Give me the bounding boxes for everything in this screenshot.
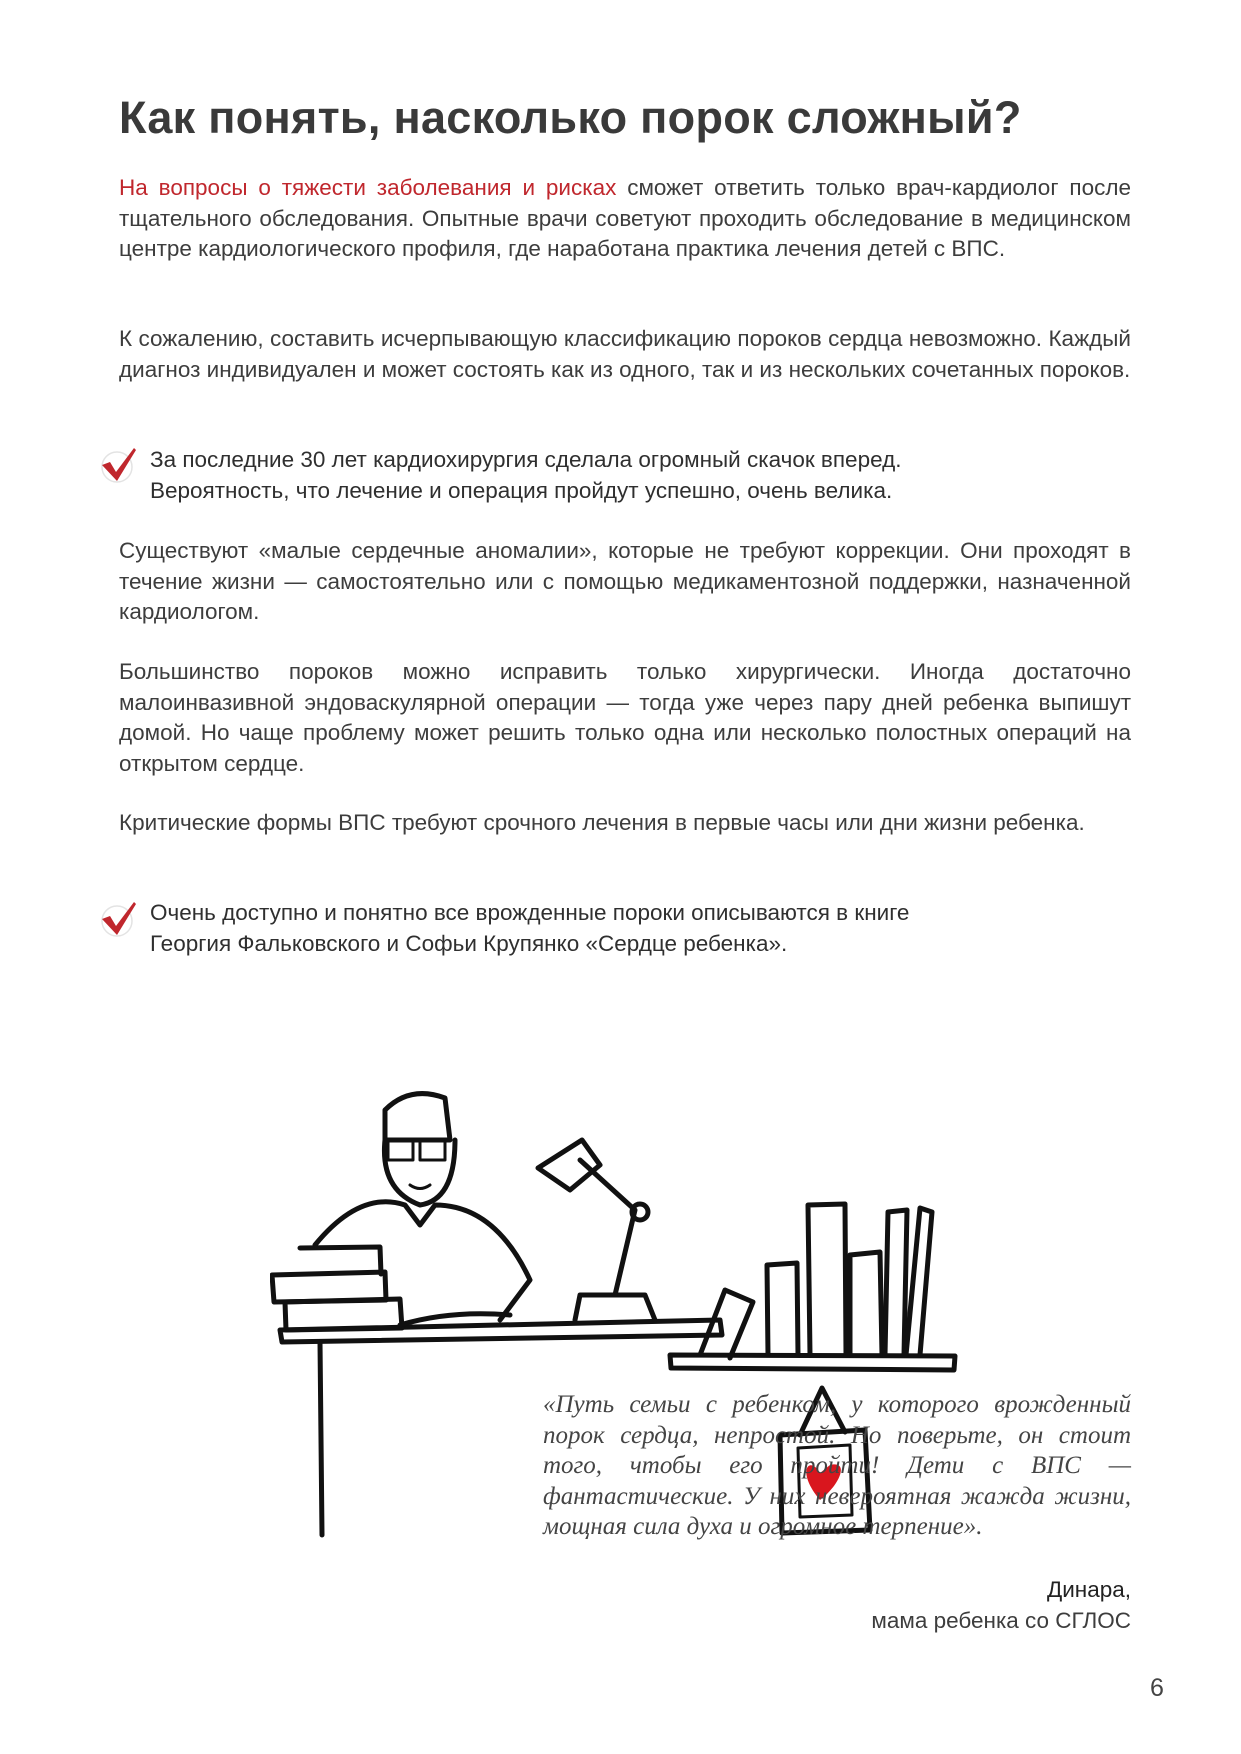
testimonial-quote: «Путь семьи с ребенком, у которого врожденный порок сердца, непростой. Но поверьте, он стоит того, чтобы его пройти! Дети с ВПС — фантастические. У них невероятная жажда жизни, мощная сила духа и огромное терпение». [543,1391,1131,1540]
paragraph-text: сможет ответить только врач-кардиолог после тщательного обследования. Опытные врачи советуют проходить обследование в медицинском центре кардиологического профиля, где наработана практика лечения детей с ВПС. [119,175,1131,261]
bullet-progress [150,445,902,506]
bullet-line: Георгия Фальковского и Софьи Крупянко «Сердце ребенка». [150,930,788,956]
author-name: Динара, [1046,1577,1131,1602]
author-description: мама ребенка со СГЛОС [871,1607,1131,1633]
highlight-text: На вопросы о тяжести заболевания и рисках [119,175,617,200]
paragraph-classification: К сожалению, составить исчерпывающую классификацию пороков сердца невозможно. Каждый диагноз индивидуален и может состоять как из одного, так и из нескольких сочетанных пороков. [119,326,1131,382]
paragraph-minor-anomalies: Существуют «малые сердечные аномалии», которые не требуют коррекции. Они проходят в течение жизни — самостоятельно или с помощью медикаментозной поддержки, назначенной кардиологом. [119,538,1131,624]
bullet-line: За последние 30 лет кардиохирургия сделала огромный скачок вперед. [150,447,902,472]
bullet-line: Вероятность, что лечение и операция пройдут успешно, очень велика. [150,477,893,503]
paragraph-specialist [119,173,1131,265]
page-title: Как понять, насколько порок сложный? [119,92,1022,143]
quote-attribution [871,1575,1131,1636]
paragraph-surgery: Большинство пороков можно исправить только хирургически. Иногда достаточно малоинвазивной эндоваскулярной операции — тогда уже через пару дней ребенка выпишут домой. Но чаще проблему может решить только одна или несколько полостных операций на открытом сердце. [119,659,1131,776]
page-number: 6 [1150,1674,1164,1702]
paragraph-critical: Критические формы ВПС требуют срочного лечения в первые часы или дни жизни ребенка. [119,810,1085,835]
bullet-line: Очень доступно и понятно все врожденные пороки описываются в книге [150,900,910,925]
checkmark-icon [98,445,140,487]
bullet-book [150,898,909,959]
checkmark-icon [98,899,140,941]
